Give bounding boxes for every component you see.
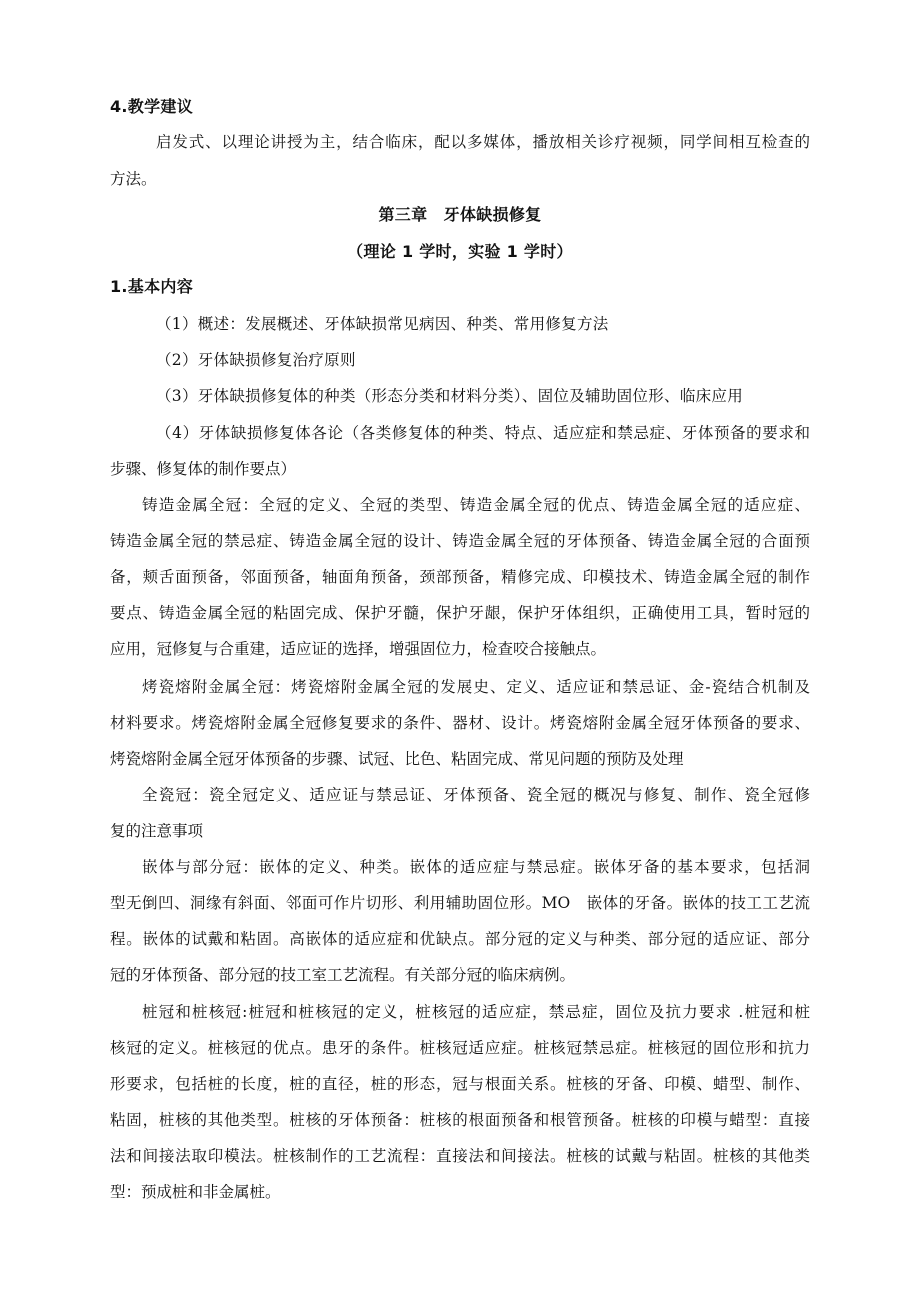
section-heading-teaching-advice: 4.教学建议	[110, 97, 194, 116]
paragraph-line: 铸造金属全冠的禁忌症、铸造金属全冠的设计、铸造金属全冠的牙体预备、铸造金属全冠的合面预	[110, 532, 810, 550]
paragraph-line: 备，颊舌面预备，邻面预备，轴面角预备，颈部预备，精修完成、印模技术、铸造金属全冠的制作	[110, 568, 810, 586]
paragraph-line: 材料要求。烤瓷熔附金属全冠修复要求的条件、器材、设计。烤瓷熔附金属全冠牙体预备的要求、	[110, 714, 810, 732]
paragraph-line: 型：预成桩和非金属桩。	[110, 1183, 281, 1201]
paragraph-line: 形要求，包括桩的长度，桩的直径，桩的形态，冠与根面关系。桩核的牙备、印模、蜡型、制作、	[110, 1075, 810, 1093]
list-item: 步骤、修复体的制作要点）	[110, 460, 297, 478]
list-item: （3）牙体缺损修复体的种类（形态分类和材料分类）、固位及辅助固位形、临床应用	[156, 387, 744, 405]
paragraph-line: 冠的牙体预备、部分冠的技工室工艺流程。有关部分冠的临床病例。	[110, 966, 576, 984]
paragraph-line: 方法。	[110, 170, 157, 188]
paragraph-line: 启发式、以理论讲授为主，结合临床，配以多媒体，播放相关诊疗视频，同学间相互检查的	[156, 133, 810, 151]
paragraph-line: 复的注意事项	[110, 822, 204, 840]
paragraph-line: 应用，冠修复与合重建，适应证的选择，增强固位力，检查咬合接触点。	[110, 640, 607, 658]
list-item: （2）牙体缺损修复治疗原则	[156, 351, 356, 369]
paragraph-line: 铸造金属全冠：全冠的定义、全冠的类型、铸造金属全冠的优点、铸造金属全冠的适应症、	[142, 496, 810, 514]
chapter-hours: （理论 1 学时，实验 1 学时）	[347, 242, 573, 261]
paragraph-line: 烤瓷熔附金属全冠牙体预备的步骤、试冠、比色、粘固完成、常见问题的预防及处理	[110, 750, 684, 768]
list-item: （4）牙体缺损修复体各论（各类修复体的种类、特点、适应症和禁忌症、牙体预备的要求和	[156, 424, 810, 442]
paragraph-line: 嵌体与部分冠：嵌体的定义、种类。嵌体的适应症与禁忌症。嵌体牙备的基本要求，包括洞	[142, 858, 810, 876]
list-item: （1）概述：发展概述、牙体缺损常见病因、种类、常用修复方法	[156, 315, 609, 333]
paragraph-line: 烤瓷熔附金属全冠：烤瓷熔附金属全冠的发展史、定义、适应证和禁忌证、金-瓷结合机制及	[142, 678, 810, 696]
paragraph-line: 程。嵌体的试戴和粘固。高嵌体的适应症和优缺点。部分冠的定义与种类、部分冠的适应证、部分	[110, 930, 810, 948]
paragraph-line: 核冠的定义。桩核冠的优点。患牙的条件。桩核冠适应症。桩核冠禁忌症。桩核冠的固位形和抗力	[110, 1039, 810, 1057]
paragraph-line: 要点、铸造金属全冠的粘固完成、保护牙髓，保护牙龈，保护牙体组织，正确使用工具，暂时冠的	[110, 604, 810, 622]
paragraph-line: 型无倒凹、洞缘有斜面、邻面可作片切形、利用辅助固位形。MO 嵌体的牙备。嵌体的技工工艺流	[110, 894, 810, 912]
paragraph-line: 法和间接法取印模法。桩核制作的工艺流程：直接法和间接法。桩核的试戴与粘固。桩核的其他类	[110, 1147, 810, 1165]
paragraph-line: 桩冠和桩核冠:桩冠和桩核冠的定义，桩核冠的适应症，禁忌症，固位及抗力要求 .桩冠和桩	[142, 1003, 810, 1021]
chapter-title: 第三章 牙体缺损修复	[378, 205, 542, 224]
paragraph-line: 全瓷冠：瓷全冠定义、适应证与禁忌证、牙体预备、瓷全冠的概况与修复、制作、瓷全冠修	[142, 786, 810, 804]
section-heading-basic-content: 1.基本内容	[110, 277, 194, 296]
paragraph-line: 粘固，桩核的其他类型。桩核的牙体预备：桩核的根面预备和根管预备。桩核的印模与蜡型：直接	[110, 1111, 810, 1129]
